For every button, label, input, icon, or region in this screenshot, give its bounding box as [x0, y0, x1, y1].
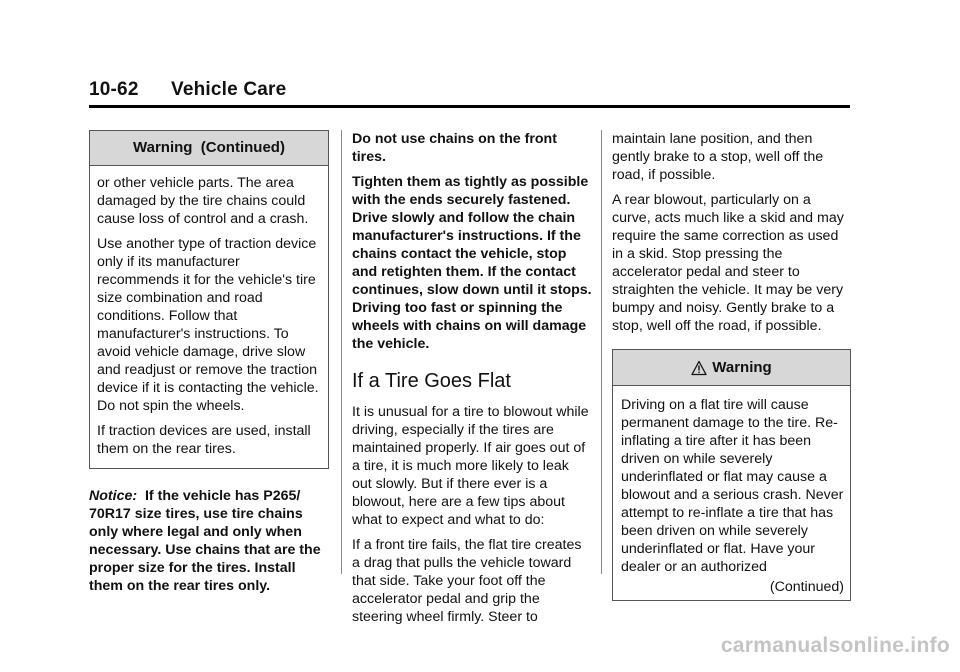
- warning-paragraph: If traction devices are used, install them on the rear tires.: [97, 423, 311, 457]
- chains-front-paragraph: Do not use chains on the front tires.: [352, 131, 557, 165]
- watermark-text: carmanualsonline.info: [720, 634, 950, 657]
- column-divider: [341, 130, 342, 574]
- warning-paragraph: Use another type of traction device only if its manufacturer recommends it for the vehicle's tire size combination and road conditions. Follow that manufacturer's instructions. To avoid vehicle damage, drive slow and readjust or remove the traction device if it is contacting the vehicle. Do not spin the wheels.: [97, 236, 319, 414]
- warning-box: [612, 349, 851, 601]
- body-paragraph: If a front tire fails, the flat tire creates a drag that pulls the vehicle toward that side. Take your foot off the accelerator pedal and grip the steering wheel firmly. Steer to: [352, 537, 582, 625]
- warning-box-continued: [89, 130, 329, 469]
- notice-label: Notice:: [89, 488, 138, 504]
- body-paragraph: It is unusual for a tire to blowout while driving, especially if the tires are maintained properly. If air goes out of a tire, it is much more likely to leak out slowly. But if there ever is a blowout, here are a few tips about what to expect and what to do:: [352, 404, 589, 528]
- page-number: 10-62: [89, 79, 139, 100]
- page-header: [89, 79, 850, 108]
- body-paragraph: maintain lane position, and then gently brake to a stop, well off the road, if possible.: [612, 131, 824, 183]
- column-2: [352, 130, 592, 633]
- column-1: [89, 130, 329, 602]
- warning-triangle-icon: [691, 360, 707, 376]
- section-title: Vehicle Care: [171, 79, 287, 100]
- notice-text: If the vehicle has P265/ 70R17 size tires, use tire chains only where legal and only when necessary. Use chains that are the proper size for the tires. Install them on the rear tires only.: [89, 488, 321, 594]
- warning-paragraph: or other vehicle parts. The area damaged by the tire chains could cause loss of control and a crash.: [97, 175, 309, 227]
- body-paragraph: A rear blowout, particularly on a curve, acts much like a skid and may require the same correction as used in a skid. Stop pressing the accelerator pedal and steer to straighten the vehicle. It may be very bumpy and noisy. Gently brake to a stop, well off the road, if possible.: [612, 192, 844, 334]
- warning-box-header: [613, 350, 850, 386]
- warning-paragraph: Driving on a flat tire will cause permanent damage to the tire. Re-inflating a tire after it has been driven on while severely underinflated or flat may cause a blowout and a serious crash. Never attempt to re-inflate a tire that has been driven on while severely underinflated or flat. Have your dealer or an authorized: [621, 397, 844, 575]
- warning-box-title: Warning: [712, 358, 772, 376]
- warning-box-body: [90, 166, 328, 468]
- flat-tire-heading: If a Tire Goes Flat: [352, 370, 511, 392]
- continued-label: (Continued): [769, 579, 844, 595]
- column-3: [612, 130, 852, 601]
- warning-box-body: [613, 386, 850, 600]
- warning-box-title: Warning (Continued): [90, 131, 328, 166]
- notice-paragraph: [89, 487, 329, 595]
- chains-tighten-paragraph: Tighten them as tightly as possible with the ends securely fastened. Drive slowly and follow the chain manufacturer's instructions. If the chains contact the vehicle, stop and retighten them. If the contact continues, slow down until it stops. Driving too fast or spinning the wheels with chains on will damage the vehicle.: [352, 174, 592, 352]
- column-divider: [601, 130, 602, 574]
